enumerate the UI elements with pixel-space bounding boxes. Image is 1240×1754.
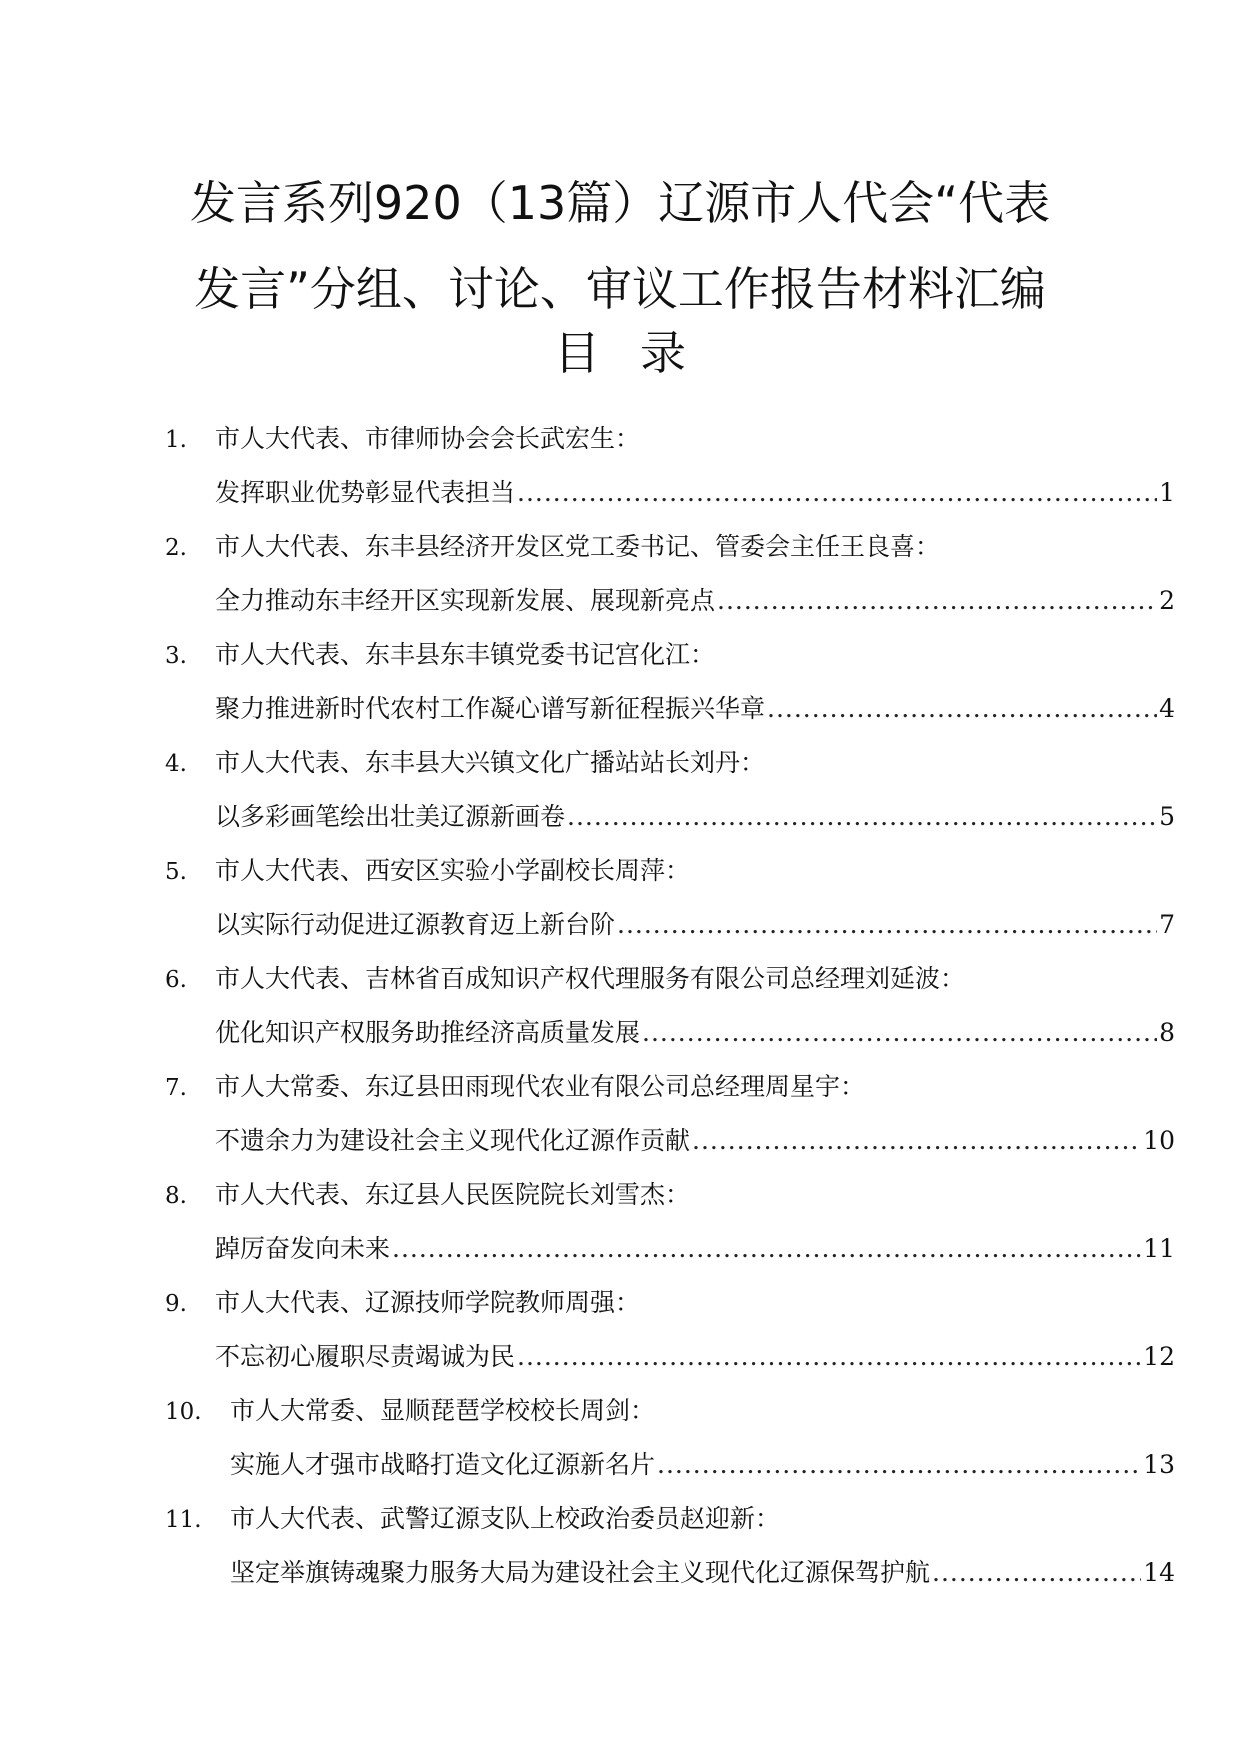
- toc-item: [165, 1492, 1175, 1600]
- toc-item-title: 踔厉奋发向未来: [215, 1234, 391, 1263]
- toc-item-number: 1.: [165, 427, 187, 453]
- toc-item: [165, 1168, 1175, 1276]
- toc-item: [165, 412, 1175, 520]
- toc-item-speaker: 市人大代表、西安区实验小学副校长周萍：: [215, 856, 691, 885]
- toc-item-speaker: 市人大代表、东丰县东丰镇党委书记宫化江：: [215, 640, 716, 669]
- table-of-contents: [165, 412, 1175, 1600]
- toc-dot-leader: [717, 574, 1157, 628]
- toc-dot-leader: [617, 898, 1157, 952]
- toc-dot-leader: [567, 790, 1157, 844]
- toc-dot-leader: [932, 1546, 1141, 1600]
- toc-item-number: 10.: [165, 1399, 202, 1425]
- toc-item-page: 11: [1143, 1234, 1175, 1263]
- toc-item-speaker: 市人大代表、东辽县人民医院院长刘雪杰：: [215, 1180, 691, 1209]
- toc-item-title: 实施人才强市战略打造文化辽源新名片: [230, 1450, 656, 1479]
- toc-item-page: 7: [1159, 910, 1175, 939]
- toc-item-title: 全力推动东丰经开区实现新发展、展现新亮点: [215, 586, 716, 615]
- toc-item-title: 坚定举旗铸魂聚力服务大局为建设社会主义现代化辽源保驾护航: [230, 1558, 931, 1587]
- toc-item-number: 7.: [165, 1075, 187, 1101]
- toc-item-page: 1: [1159, 478, 1175, 507]
- toc-item-page: 8: [1159, 1018, 1175, 1047]
- toc-item-number: 5.: [165, 859, 187, 885]
- toc-item-speaker: 市人大代表、市律师协会会长武宏生：: [215, 424, 641, 453]
- toc-item-page: 5: [1159, 802, 1175, 831]
- toc-dot-leader: [657, 1438, 1141, 1492]
- toc-item-page: 10: [1143, 1126, 1175, 1155]
- toc-item-title: 聚力推进新时代农村工作凝心谱写新征程振兴华章: [215, 694, 766, 723]
- toc-item-page: 4: [1159, 694, 1175, 723]
- toc-item-number: 9.: [165, 1291, 187, 1317]
- toc-item: [165, 1060, 1175, 1168]
- toc-item-speaker: 市人大代表、东丰县经济开发区党工委书记、管委会主任王良喜：: [215, 532, 941, 561]
- toc-item: [165, 1384, 1175, 1492]
- toc-heading: 目录: [554, 326, 726, 380]
- toc-item-number: 6.: [165, 967, 187, 993]
- toc-item-page: 2: [1159, 586, 1175, 615]
- toc-dot-leader: [767, 682, 1157, 736]
- document-title-line-2: 发言”分组、讨论、审议工作报告材料汇编: [194, 262, 1046, 316]
- toc-item-speaker: 市人大常委、显顺琵琶学校校长周剑：: [230, 1396, 656, 1425]
- toc-item: [165, 952, 1175, 1060]
- toc-dot-leader: [517, 466, 1157, 520]
- toc-dot-leader: [517, 1330, 1141, 1384]
- toc-item-title: 优化知识产权服务助推经济高质量发展: [215, 1018, 641, 1047]
- document-title: [150, 160, 1090, 332]
- toc-item-title: 不忘初心履职尽责竭诚为民: [215, 1342, 516, 1371]
- toc-item: [165, 736, 1175, 844]
- toc-item-number: 3.: [165, 643, 187, 669]
- toc-item-speaker: 市人大代表、武警辽源支队上校政治委员赵迎新：: [230, 1504, 781, 1533]
- toc-item-number: 11.: [165, 1507, 202, 1533]
- toc-item-page: 14: [1143, 1558, 1175, 1587]
- toc-item-speaker: 市人大代表、辽源技师学院教师周强：: [215, 1288, 641, 1317]
- toc-dot-leader: [692, 1114, 1141, 1168]
- toc-item-speaker: 市人大代表、东丰县大兴镇文化广播站站长刘丹：: [215, 748, 766, 777]
- toc-item-page: 12: [1143, 1342, 1175, 1371]
- toc-item-page: 13: [1143, 1450, 1175, 1479]
- toc-item: [165, 520, 1175, 628]
- toc-item-number: 8.: [165, 1183, 187, 1209]
- toc-item-number: 4.: [165, 751, 187, 777]
- toc-dot-leader: [642, 1006, 1157, 1060]
- toc-item-speaker: 市人大代表、吉林省百成知识产权代理服务有限公司总经理刘延波：: [215, 964, 966, 993]
- document-title-line-1: 发言系列920（13篇）辽源市人代会“代表: [189, 176, 1051, 230]
- toc-item-title: 不遗余力为建设社会主义现代化辽源作贡献: [215, 1126, 691, 1155]
- toc-item-title: 以实际行动促进辽源教育迈上新台阶: [215, 910, 616, 939]
- toc-item-title: 以多彩画笔绘出壮美辽源新画卷: [215, 802, 566, 831]
- toc-item-number: 2.: [165, 535, 187, 561]
- toc-dot-leader: [392, 1222, 1141, 1276]
- toc-item: [165, 844, 1175, 952]
- toc-item-speaker: 市人大常委、东辽县田雨现代农业有限公司总经理周星宇：: [215, 1072, 866, 1101]
- toc-item-title: 发挥职业优势彰显代表担当: [215, 478, 516, 507]
- toc-item: [165, 1276, 1175, 1384]
- toc-item: [165, 628, 1175, 736]
